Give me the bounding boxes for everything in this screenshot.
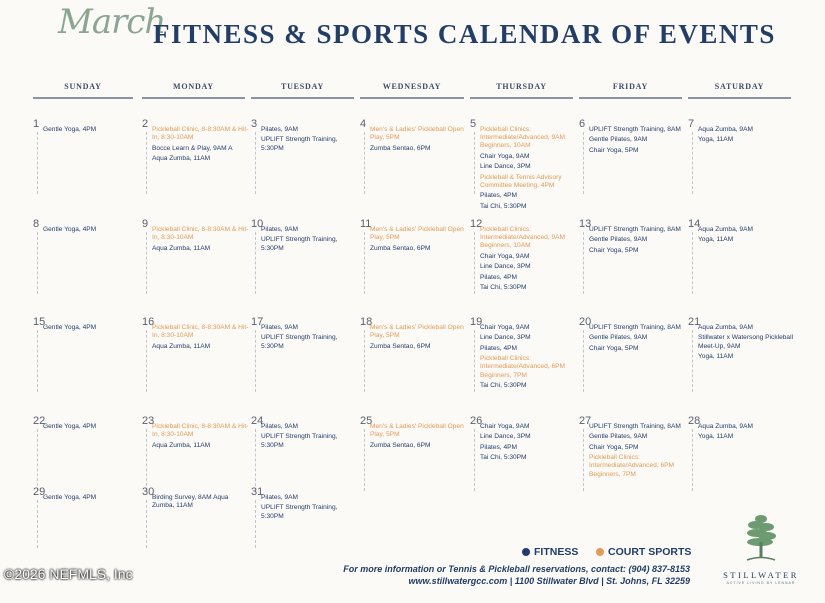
fitness-event: Line Dance, 3PM <box>480 433 531 441</box>
day-divider <box>37 232 38 294</box>
event-list <box>480 126 580 213</box>
day-cell <box>251 218 357 312</box>
day-cell <box>688 316 794 410</box>
day-cell <box>360 118 466 212</box>
court-sports-event: Pickleball Clinic, 8-8:30AM & Hit-In, 8:30-10AM <box>152 324 249 340</box>
day-divider <box>692 132 693 194</box>
day-divider <box>474 232 475 294</box>
legend-court-sports <box>596 546 691 558</box>
day-divider <box>692 429 693 491</box>
day-number: 12 <box>470 218 483 230</box>
page-title: FITNESS & SPORTS CALENDAR OF EVENTS <box>153 19 776 49</box>
day-cell <box>142 486 248 580</box>
court-sports-event: Pickleball Clinics: Intermediate/Advanced, 9AM Beginners, 10AM <box>480 126 566 150</box>
fitness-event: Chair Yoga, 9AM <box>480 152 530 160</box>
day-cell <box>142 118 248 212</box>
fitness-event: UPLIFT Strength Training, 8AM <box>589 324 681 331</box>
day-header-sunday: SUNDAY <box>64 82 102 91</box>
day-number: 21 <box>688 316 701 328</box>
day-divider <box>146 232 147 294</box>
day-divider <box>692 232 693 294</box>
day-divider <box>474 330 475 392</box>
fitness-event: UPLIFT Strength Training, 8AM <box>589 423 681 430</box>
fitness-event: UPLIFT Strength Training, 5:30PM <box>261 433 338 449</box>
day-divider <box>692 330 693 392</box>
day-divider <box>37 330 38 392</box>
day-divider <box>146 330 147 392</box>
day-cell <box>688 218 794 312</box>
day-divider <box>583 330 584 392</box>
fitness-event: Gentle Yoga, 4PM <box>43 324 97 331</box>
day-header-thursday: THURSDAY <box>496 82 547 91</box>
event-list <box>43 494 143 504</box>
fitness-event: UPLIFT Strength Training, 5:30PM <box>261 136 338 152</box>
event-list <box>43 126 143 136</box>
fitness-event: Tai Chi, 5:30PM <box>480 202 527 210</box>
header-rule <box>579 97 682 99</box>
fitness-event: Stillwater x Watersong Pickleball Meet-Up, 9AM <box>698 334 794 350</box>
day-cell <box>142 218 248 312</box>
day-number: 6 <box>579 118 586 130</box>
day-divider <box>364 330 365 392</box>
day-cell <box>688 118 794 212</box>
fitness-event: Aqua Zumba, 11AM <box>152 441 211 449</box>
day-cell <box>470 118 576 212</box>
day-number: 5 <box>470 118 477 130</box>
event-list <box>261 494 361 523</box>
day-header-tuesday: TUESDAY <box>280 82 325 91</box>
event-list <box>589 126 689 157</box>
day-divider <box>255 330 256 392</box>
event-list <box>43 324 143 334</box>
court-sports-event: Pickleball Clinic, 8-8:30AM & Hit-In, 8:30-10AM <box>152 226 249 242</box>
fitness-event: Line Dance, 3PM <box>480 334 531 342</box>
fitness-event: Pilates, 4PM <box>480 192 518 200</box>
fitness-event: UPLIFT Strength Training, 5:30PM <box>261 236 338 252</box>
day-divider <box>146 429 147 491</box>
event-list <box>589 226 689 257</box>
fitness-event: Yoga, 11AM <box>698 136 734 144</box>
day-divider <box>255 500 256 548</box>
event-list <box>589 423 689 481</box>
day-number: 18 <box>360 316 373 328</box>
day-cell <box>251 486 357 580</box>
fitness-event: Pilates, 9AM <box>261 494 299 501</box>
court-sports-dot-icon <box>596 548 604 556</box>
footer-address: www.stillwatergcc.com | 1100 Stillwater Blvd | St. Johns, FL 32259 <box>408 576 690 586</box>
day-number: 20 <box>579 316 592 328</box>
event-list <box>152 126 252 165</box>
logo-name: STILLWATER <box>723 570 799 580</box>
event-list <box>261 226 361 255</box>
day-number: 27 <box>579 415 592 427</box>
fitness-event: Line Dance, 3PM <box>480 263 531 271</box>
legend-fitness-label: FITNESS <box>534 546 579 558</box>
fitness-event: Chair Yoga, 5PM <box>589 246 639 254</box>
day-number: 31 <box>251 486 264 498</box>
header-rule <box>251 97 354 99</box>
header-rule <box>33 97 133 99</box>
day-number: 1 <box>33 118 40 130</box>
fitness-event: Zumba Sentao, 6PM <box>370 441 431 449</box>
event-list <box>261 324 361 353</box>
day-cell <box>33 118 139 212</box>
day-cell <box>688 415 794 509</box>
day-number: 11 <box>360 218 372 230</box>
day-divider <box>583 429 584 491</box>
day-number: 23 <box>142 415 155 427</box>
day-cell <box>142 316 248 410</box>
day-divider <box>255 232 256 294</box>
day-cell <box>579 218 685 312</box>
header-rule <box>688 97 791 99</box>
event-list <box>43 423 143 433</box>
day-divider <box>364 429 365 491</box>
fitness-event: Bocce Learn & Play, 9AM A <box>152 144 233 152</box>
day-divider <box>37 500 38 548</box>
fitness-event: UPLIFT Strength Training, 5:30PM <box>261 504 338 520</box>
day-cell <box>33 316 139 410</box>
event-list <box>370 226 470 255</box>
court-sports-event: Pickleball Clinic, 8-8:30AM & Hit-In, 8:30-10AM <box>152 423 249 439</box>
legend-court-label: COURT SPORTS <box>608 546 692 558</box>
fitness-event: Chair Yoga, 5PM <box>589 146 639 154</box>
day-divider <box>583 232 584 294</box>
fitness-event: Chair Yoga, 9AM <box>480 423 530 430</box>
day-cell <box>579 118 685 212</box>
fitness-event: Aqua Zumba, 9AM <box>698 226 753 233</box>
day-cell <box>33 218 139 312</box>
day-number: 17 <box>251 316 264 328</box>
day-number: 30 <box>142 486 155 498</box>
fitness-event: Tai Chi, 5:30PM <box>480 283 527 291</box>
event-list <box>43 226 143 236</box>
day-divider <box>583 132 584 194</box>
fitness-event: Yoga, 11AM <box>698 352 734 360</box>
fitness-event: Gentle Yoga, 4PM <box>43 494 97 501</box>
fitness-event: Pilates, 4PM <box>480 273 518 281</box>
day-cell <box>579 316 685 410</box>
fitness-event: Gentle Pilates, 9AM <box>589 136 648 144</box>
day-divider <box>146 500 147 548</box>
day-divider <box>474 132 475 194</box>
day-cell <box>579 415 685 509</box>
fitness-event: Aqua Zumba, 11AM <box>152 154 211 162</box>
day-divider <box>255 132 256 194</box>
fitness-event: Aqua Zumba, 9AM <box>698 423 753 430</box>
event-list <box>698 226 798 247</box>
event-list <box>589 324 689 355</box>
court-sports-event: Pickleball Clinics: Intermediate/Advanced, 9AM Beginners, 10AM <box>480 226 566 250</box>
event-list <box>370 126 470 155</box>
day-header-monday: MONDAY <box>173 82 214 91</box>
day-divider <box>364 232 365 294</box>
day-number: 2 <box>142 118 149 130</box>
fitness-event: Chair Yoga, 9AM <box>480 324 530 331</box>
fitness-event: Tai Chi, 5:30PM <box>480 381 527 389</box>
event-list <box>698 324 798 363</box>
logo-tagline: ACTIVE LIVING BY LENNAR <box>726 581 796 585</box>
header-rule <box>142 97 245 99</box>
event-list <box>480 324 580 392</box>
event-list <box>152 494 252 513</box>
watermark: ©2026 NEFMLS, Inc <box>4 566 133 582</box>
event-list <box>698 126 798 147</box>
stillwater-logo <box>722 512 800 585</box>
day-cell <box>251 118 357 212</box>
day-cell <box>360 415 466 509</box>
day-number: 10 <box>251 218 264 230</box>
day-number: 24 <box>251 415 264 427</box>
month-script: March <box>58 2 166 42</box>
day-cell <box>360 218 466 312</box>
fitness-event: Gentle Pilates, 9AM <box>589 236 648 244</box>
header-rule <box>360 97 464 99</box>
court-sports-event: Men's & Ladies' Pickleball Open Play, 5PM <box>370 324 464 340</box>
fitness-event: Aqua Zumba, 9AM <box>698 126 753 133</box>
day-cell <box>251 316 357 410</box>
fitness-event: Pilates, 9AM <box>261 226 299 233</box>
fitness-event: Zumba Sentao, 6PM <box>370 244 431 252</box>
event-list <box>152 226 252 255</box>
day-number: 26 <box>470 415 483 427</box>
day-number: 16 <box>142 316 155 328</box>
fitness-event: Pilates, 4PM <box>480 344 518 352</box>
header-rule <box>470 97 573 99</box>
fitness-event: Pilates, 9AM <box>261 423 299 430</box>
event-list <box>152 324 252 353</box>
day-number: 4 <box>360 118 367 130</box>
day-number: 28 <box>688 415 701 427</box>
fitness-event: Chair Yoga, 9AM <box>480 252 530 260</box>
event-list <box>261 423 361 452</box>
fitness-event: Pilates, 4PM <box>480 443 518 451</box>
court-sports-event: Men's & Ladies' Pickleball Open Play, 5PM <box>370 423 464 439</box>
day-divider <box>255 429 256 491</box>
event-list <box>698 423 798 444</box>
event-list <box>261 126 361 155</box>
fitness-event: Tai Chi, 5:30PM <box>480 454 527 462</box>
day-number: 22 <box>33 415 46 427</box>
day-header-friday: FRIDAY <box>612 82 649 91</box>
fitness-event: Gentle Pilates, 9AM <box>589 433 648 441</box>
day-cell <box>470 218 576 312</box>
fitness-event: Line Dance, 3PM <box>480 163 531 171</box>
fitness-event: Gentle Yoga, 4PM <box>43 126 97 133</box>
court-sports-event: Men's & Ladies' Pickleball Open Play, 5PM <box>370 126 464 142</box>
day-number: 13 <box>579 218 592 230</box>
event-list <box>370 423 470 452</box>
day-divider <box>37 132 38 194</box>
day-divider <box>37 429 38 491</box>
fitness-event: Pilates, 9AM <box>261 324 299 331</box>
court-sports-event: Pickleball & Tennis Advisory Committee Meeting, 4PM <box>480 173 562 189</box>
day-divider <box>146 132 147 194</box>
court-sports-event: Men's & Ladies' Pickleball Open Play, 5PM <box>370 226 464 242</box>
fitness-event: Gentle Yoga, 4PM <box>43 423 97 430</box>
day-number: 8 <box>33 218 40 230</box>
fitness-event: UPLIFT Strength Training, 5:30PM <box>261 334 338 350</box>
tree-icon <box>743 512 779 562</box>
day-number: 7 <box>688 118 695 130</box>
day-cell <box>360 316 466 410</box>
fitness-event: Aqua Zumba, 9AM <box>698 324 753 331</box>
fitness-event: Gentle Yoga, 4PM <box>43 226 97 233</box>
fitness-event: Yoga, 11AM <box>698 236 734 244</box>
fitness-event: Aqua Zumba, 11AM <box>152 342 211 350</box>
day-number: 3 <box>251 118 258 130</box>
fitness-event: Zumba Sentao, 6PM <box>370 342 431 350</box>
day-number: 25 <box>360 415 373 427</box>
day-number: 29 <box>33 486 46 498</box>
fitness-event: Zumba Sentao, 6PM <box>370 144 431 152</box>
fitness-event: Chair Yoga, 5PM <box>589 344 639 352</box>
day-divider <box>474 429 475 491</box>
fitness-event: UPLIFT Strength Training, 8AM <box>589 126 681 133</box>
footer-contact: For more information or Tennis & Pickleball reservations, contact: (904) 837-8153 <box>343 564 690 574</box>
day-number: 15 <box>33 316 46 328</box>
day-cell <box>470 316 576 410</box>
day-number: 19 <box>470 316 483 328</box>
event-list <box>480 226 580 294</box>
fitness-event: Pilates, 9AM <box>261 126 299 133</box>
event-list <box>480 423 580 465</box>
fitness-event: Aqua Zumba, 11AM <box>152 244 211 252</box>
court-sports-event: Pickleball Clinic, 8-8:30AM & Hit-In, 8:30-10AM <box>152 126 249 142</box>
fitness-event: Birding Survey, 8AM Aqua Zumba, 11AM <box>152 494 229 510</box>
fitness-event: Gentle Pilates, 9AM <box>589 334 648 342</box>
fitness-event: UPLIFT Strength Training, 8AM <box>589 226 681 233</box>
fitness-event: Yoga, 11AM <box>698 433 734 441</box>
fitness-event: Chair Yoga, 5PM <box>589 443 639 451</box>
day-cell <box>470 415 576 509</box>
court-sports-event: Pickleball Clinics: Intermediate/Advanced, 6PM Beginners, 7PM <box>480 355 566 379</box>
court-sports-event: Pickleball Clinics: Intermediate/Advanced, 6PM Beginners, 7PM <box>589 454 675 478</box>
day-divider <box>364 132 365 194</box>
legend-fitness <box>522 546 578 558</box>
event-list <box>152 423 252 452</box>
day-number: 9 <box>142 218 149 230</box>
fitness-dot-icon <box>522 548 530 556</box>
day-header-saturday: SATURDAY <box>714 82 765 91</box>
event-list <box>370 324 470 353</box>
day-header-wednesday: WEDNESDAY <box>382 82 442 91</box>
day-number: 14 <box>688 218 701 230</box>
